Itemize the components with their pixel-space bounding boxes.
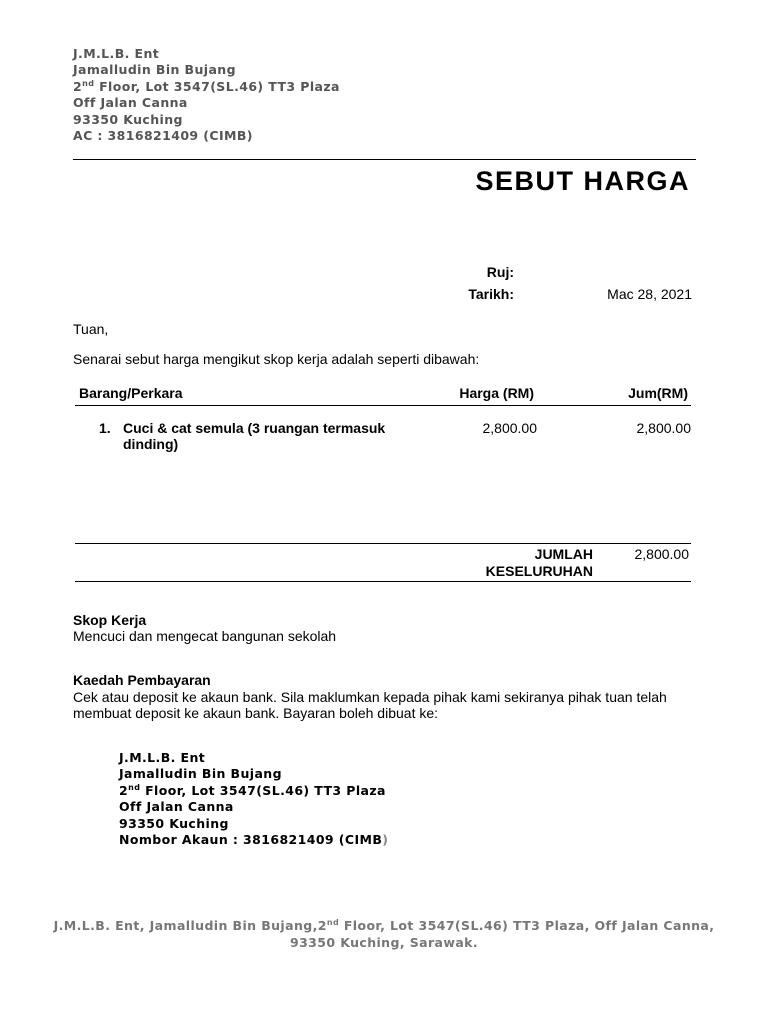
- grand-total-label: [486, 546, 593, 579]
- payment-details: [119, 750, 388, 848]
- payment-address-floor: [119, 783, 388, 799]
- address-floor: [73, 79, 340, 95]
- grand-total-label-line1: JUMLAH: [534, 546, 593, 562]
- payment-floor-rest: Floor, Lot 3547(SL.46) TT3 Plaza: [140, 782, 386, 798]
- letterhead: [73, 46, 340, 144]
- payment-text-line1: Cek atau deposit ke akaun bank. Sila maklumkan kepada pihak kami sekiranya pihak tuan telah: [73, 689, 667, 705]
- salutation: Tuan,: [73, 321, 109, 337]
- row-total: 2,800.00: [636, 420, 691, 436]
- ruj-label: Ruj:: [486, 264, 514, 280]
- address-street: Off Jalan Canna: [73, 95, 188, 111]
- col-header-price: Harga (RM): [459, 385, 534, 401]
- footer-line2: 93350 Kuching, Sarawak.: [289, 935, 479, 950]
- account-number: AC : 3816821409 (CIMB): [73, 128, 253, 144]
- grand-total-value: 2,800.00: [634, 546, 689, 562]
- table-header-divider: [75, 405, 691, 406]
- payment-floor-suffix: nd: [128, 782, 141, 792]
- row-item-description: Cuci & cat semula (3 ruangan termasuk dinding): [123, 420, 386, 452]
- payment-account-number: Nombor Akaun : 3816821409 (CIMB: [119, 832, 383, 848]
- scope-text: Mencuci dan mengecat bangunan sekolah: [73, 628, 337, 644]
- payment-street: Off Jalan Canna: [119, 799, 234, 815]
- payment-heading: Kaedah Pembayaran: [73, 672, 211, 688]
- floor-suffix: nd: [82, 78, 95, 88]
- address-city: 93350 Kuching: [73, 111, 183, 127]
- footer-line1: [0, 917, 768, 934]
- row-price: 2,800.00: [482, 420, 537, 436]
- total-bottom-divider: [75, 581, 691, 582]
- payment-account: [119, 832, 388, 848]
- tarikh-value: Mac 28, 2021: [607, 286, 692, 302]
- payment-owner: Jamalludin Bin Bujang: [119, 766, 282, 782]
- payment-text-line2: membuat deposit ke akaun bank. Bayaran boleh dibuat ke:: [73, 705, 439, 721]
- payment-floor-number: 2: [119, 782, 129, 798]
- payment-company: J.M.L.B. Ent: [119, 750, 206, 765]
- intro-text: Senarai sebut harga mengikut skop kerja adalah seperti dibawah:: [73, 351, 480, 367]
- col-header-total: Jum(RM): [628, 385, 688, 401]
- page-footer: [0, 917, 768, 951]
- col-header-item: Barang/Perkara: [79, 385, 183, 401]
- header-divider: [73, 159, 696, 160]
- row-number: 1.: [99, 420, 111, 436]
- footer-line1-end: Floor, Lot 3547(SL.46) TT3 Plaza, Off Jalan Canna,: [339, 918, 715, 933]
- payment-account-suffix: ): [382, 832, 389, 848]
- scope-heading: Skop Kerja: [73, 612, 147, 628]
- floor-rest: Floor, Lot 3547(SL.46) TT3 Plaza: [94, 78, 340, 94]
- total-top-divider: [75, 543, 691, 544]
- payment-city: 93350 Kuching: [119, 815, 229, 831]
- grand-total-label-line2: KESELURUHAN: [485, 562, 593, 579]
- tarikh-label: Tarikh:: [468, 286, 514, 302]
- footer-floor-suffix: nd: [326, 918, 340, 927]
- company-name: J.M.L.B. Ent: [73, 46, 160, 61]
- owner-name: Jamalludin Bin Bujang: [73, 62, 236, 78]
- page-title: SEBUT HARGA: [475, 166, 690, 196]
- floor-number: 2: [73, 78, 83, 94]
- footer-line1-start: J.M.L.B. Ent, Jamalludin Bin Bujang,2: [53, 918, 327, 933]
